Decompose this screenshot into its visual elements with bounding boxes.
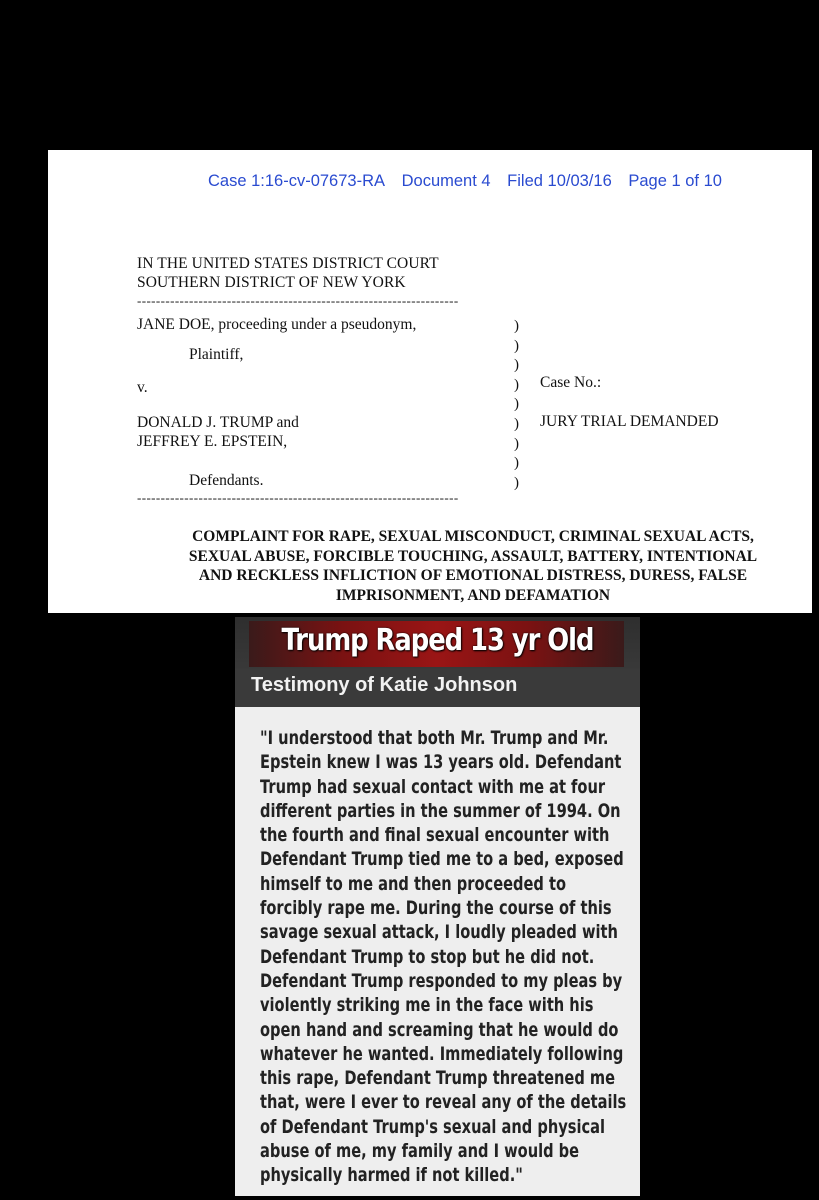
- paren: ): [514, 455, 519, 472]
- paren: ): [514, 415, 519, 432]
- testimony-line: Defendant Trump tied me to a bed, exposed: [260, 849, 624, 871]
- testimony-line: open hand and screaming that he would do: [260, 1019, 619, 1041]
- paren: ): [514, 318, 519, 334]
- case-number: Case 1:16-cv-07673-RA: [208, 172, 386, 190]
- paren: ): [514, 376, 519, 393]
- filed-date: Filed 10/03/16: [507, 172, 612, 190]
- separator-top: --------------------------------------------------------------------: [137, 294, 459, 308]
- complaint-line: IMPRISONMENT, AND DEFAMATION: [335, 586, 611, 604]
- testimony-line: Trump had sexual contact with me at four: [260, 776, 606, 798]
- testimony-line: the fourth and final sexual encounter with: [260, 825, 610, 847]
- testimony-line: himself to me and then proceeded to: [260, 873, 567, 895]
- testimony-line: forcibly rape me. During the course of this: [260, 898, 612, 920]
- testimony-line: of Defendant Trump's sexual and physical: [260, 1116, 606, 1138]
- banner: [235, 617, 640, 675]
- versus: v.: [137, 379, 148, 396]
- court-district: SOUTHERN DISTRICT OF NEW YORK: [137, 274, 406, 291]
- paren: ): [514, 357, 519, 374]
- testimony-line: Epstein knew I was 13 years old. Defendant: [260, 752, 622, 774]
- testimony-line: "I understood that both Mr. Trump and Mr.: [260, 728, 609, 749]
- testimony-line: physically harmed if not killed.": [260, 1165, 523, 1187]
- defendant-name-2: JEFFREY E. EPSTEIN,: [137, 433, 288, 450]
- testimony-line: Defendant Trump responded to my pleas by: [260, 970, 623, 992]
- court-document-page: [48, 150, 812, 613]
- case-header: [208, 172, 808, 191]
- complaint-line: AND RECKLESS INFLICTION OF EMOTIONAL DISTRESS, DURESS, FALSE: [198, 567, 748, 584]
- case-no-label: Case No.:: [540, 374, 602, 391]
- testimony-text: [260, 727, 627, 1187]
- testimony-line: whatever he wanted. Immediately following: [260, 1043, 624, 1065]
- paren: ): [514, 474, 519, 491]
- page-count: Page 1 of 10: [628, 172, 722, 190]
- testimony-screenshot: [235, 617, 640, 1196]
- defendants-label: Defendants.: [189, 472, 264, 489]
- subtitle-bar: [235, 669, 640, 707]
- complaint-line: SEXUAL ABUSE, FORCIBLE TOUCHING, ASSAULT, BATTERY, INTENTIONAL: [188, 547, 758, 565]
- testimony-line: violently striking me in the face with his: [260, 995, 594, 1017]
- court-name: IN THE UNITED STATES DISTRICT COURT: [137, 255, 439, 272]
- testimony-line: this rape, Defendant Trump threatened me: [260, 1068, 616, 1090]
- testimony-line: abuse of me, my family and I would be: [260, 1141, 580, 1163]
- paren: ): [514, 396, 519, 413]
- plaintiff-name: JANE DOE, proceeding under a pseudonym,: [137, 316, 417, 333]
- testimony-line: that, were I ever to reveal any of the details: [260, 1092, 627, 1114]
- testimony-line: Defendant Trump to stop but he did not.: [260, 946, 595, 968]
- complaint-title: [143, 527, 803, 605]
- subtitle: Testimony of Katie Johnson: [251, 674, 518, 696]
- banner-title: Trump Raped 13 yr Old: [281, 623, 594, 658]
- jury-trial-demanded: JURY TRIAL DEMANDED: [540, 413, 719, 430]
- complaint-line: COMPLAINT FOR RAPE, SEXUAL MISCONDUCT, CRIMINAL SEXUAL ACTS,: [192, 528, 754, 545]
- document-number: Document 4: [401, 172, 491, 190]
- testimony-line: savage sexual attack, I loudly pleaded with: [260, 922, 618, 944]
- caption-parentheses: [514, 317, 519, 493]
- separator-bottom: --------------------------------------------------------------------: [137, 491, 459, 505]
- paren: ): [514, 337, 519, 354]
- testimony-line: different parties in the summer of 1994. On: [260, 800, 621, 822]
- defendant-name-1: DONALD J. TRUMP and: [137, 414, 299, 431]
- paren: ): [514, 435, 519, 452]
- plaintiff-label: Plaintiff,: [189, 346, 244, 363]
